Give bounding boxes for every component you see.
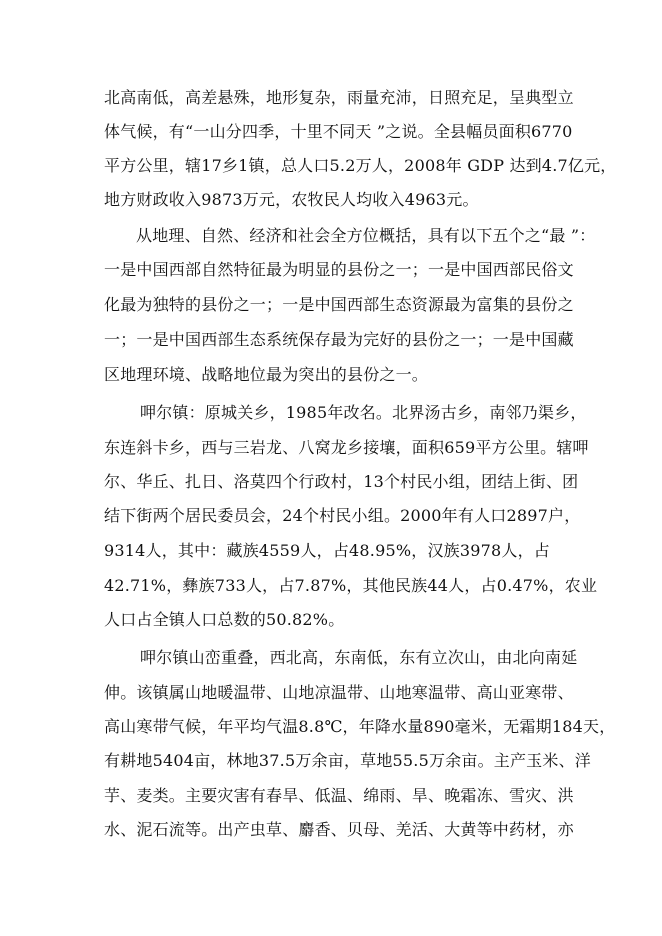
text-line: 9314人，其中：藏族4559人，占48.95%，汉族3978人，占 [104, 541, 550, 560]
text-line: 一是中国西部自然特征最为明显的县份之一；一是中国西部民俗文 [104, 260, 574, 279]
text-line: 一；一是中国西部生态系统保存最为完好的县份之一；一是中国藏 [104, 330, 574, 349]
text-line: 东连斜卡乡，西与三岩龙、八窝龙乡接壤，面积659平方公里。辖呷 [104, 438, 589, 457]
text-line: 有耕地5404亩，林地37.5万余亩，草地55.5万余亩。主产玉米、洋 [104, 751, 591, 770]
text-line: 高山寒带气候，年平均气温8.8℃，年降水量890毫米，无霜期184天， [104, 717, 616, 736]
text-line: 化最为独特的县份之一；一是中国西部生态资源最为富集的县份之 [104, 295, 574, 314]
text-line: 结下街两个居民委员会，24个村民小组。2000年有人口2897户， [104, 506, 581, 525]
paragraph-first-line: 呷尔镇：原城关乡，1985年改名。北界汤古乡，南邻乃渠乡， [140, 403, 587, 422]
paragraph-first-line: 呷尔镇山峦重叠，西北高，东南低，东有立次山，由北向南延 [140, 648, 578, 667]
text-line: 平方公里，辖17乡1镇，总人口5.2万人，2008年 GDP 达到4.7亿元， [104, 156, 617, 175]
text-line: 尔、华丘、扎日、洛莫四个行政村，13个村民小组，团结上街、团 [104, 472, 579, 491]
text-line: 体气候，有“一山分四季，十里不同天 ”之说。全县幅员面积6770 [104, 122, 573, 141]
text-line: 芋、麦类。主要灾害有春旱、低温、绵雨、旱、晚霜冻、雪灾、洪 [104, 786, 574, 805]
text-line: 区地理环境、战略地位最为突出的县份之一。 [104, 365, 429, 384]
paragraph-first-line: 从地理、自然、经济和社会全方位概括，具有以下五个之“最 ”： [136, 226, 596, 245]
text-line: 人口占全镇人口总数的50.82%。 [104, 610, 345, 629]
text-line: 北高南低，高差悬殊，地形复杂，雨量充沛，日照充足，呈典型立 [104, 88, 574, 107]
text-line: 水、泥石流等。出产虫草、麝香、贝母、羌活、大黄等中药材，亦 [104, 820, 574, 839]
text-line: 地方财政收入9873万元，农牧民人均收入4963元。 [104, 190, 479, 209]
text-line: 42.71%，彝族733人，占7.87%，其他民族44人，占0.47%，农业 [104, 576, 598, 595]
text-line: 伸。该镇属山地暖温带、山地凉温带、山地寒温带、高山亚寒带、 [104, 683, 574, 702]
